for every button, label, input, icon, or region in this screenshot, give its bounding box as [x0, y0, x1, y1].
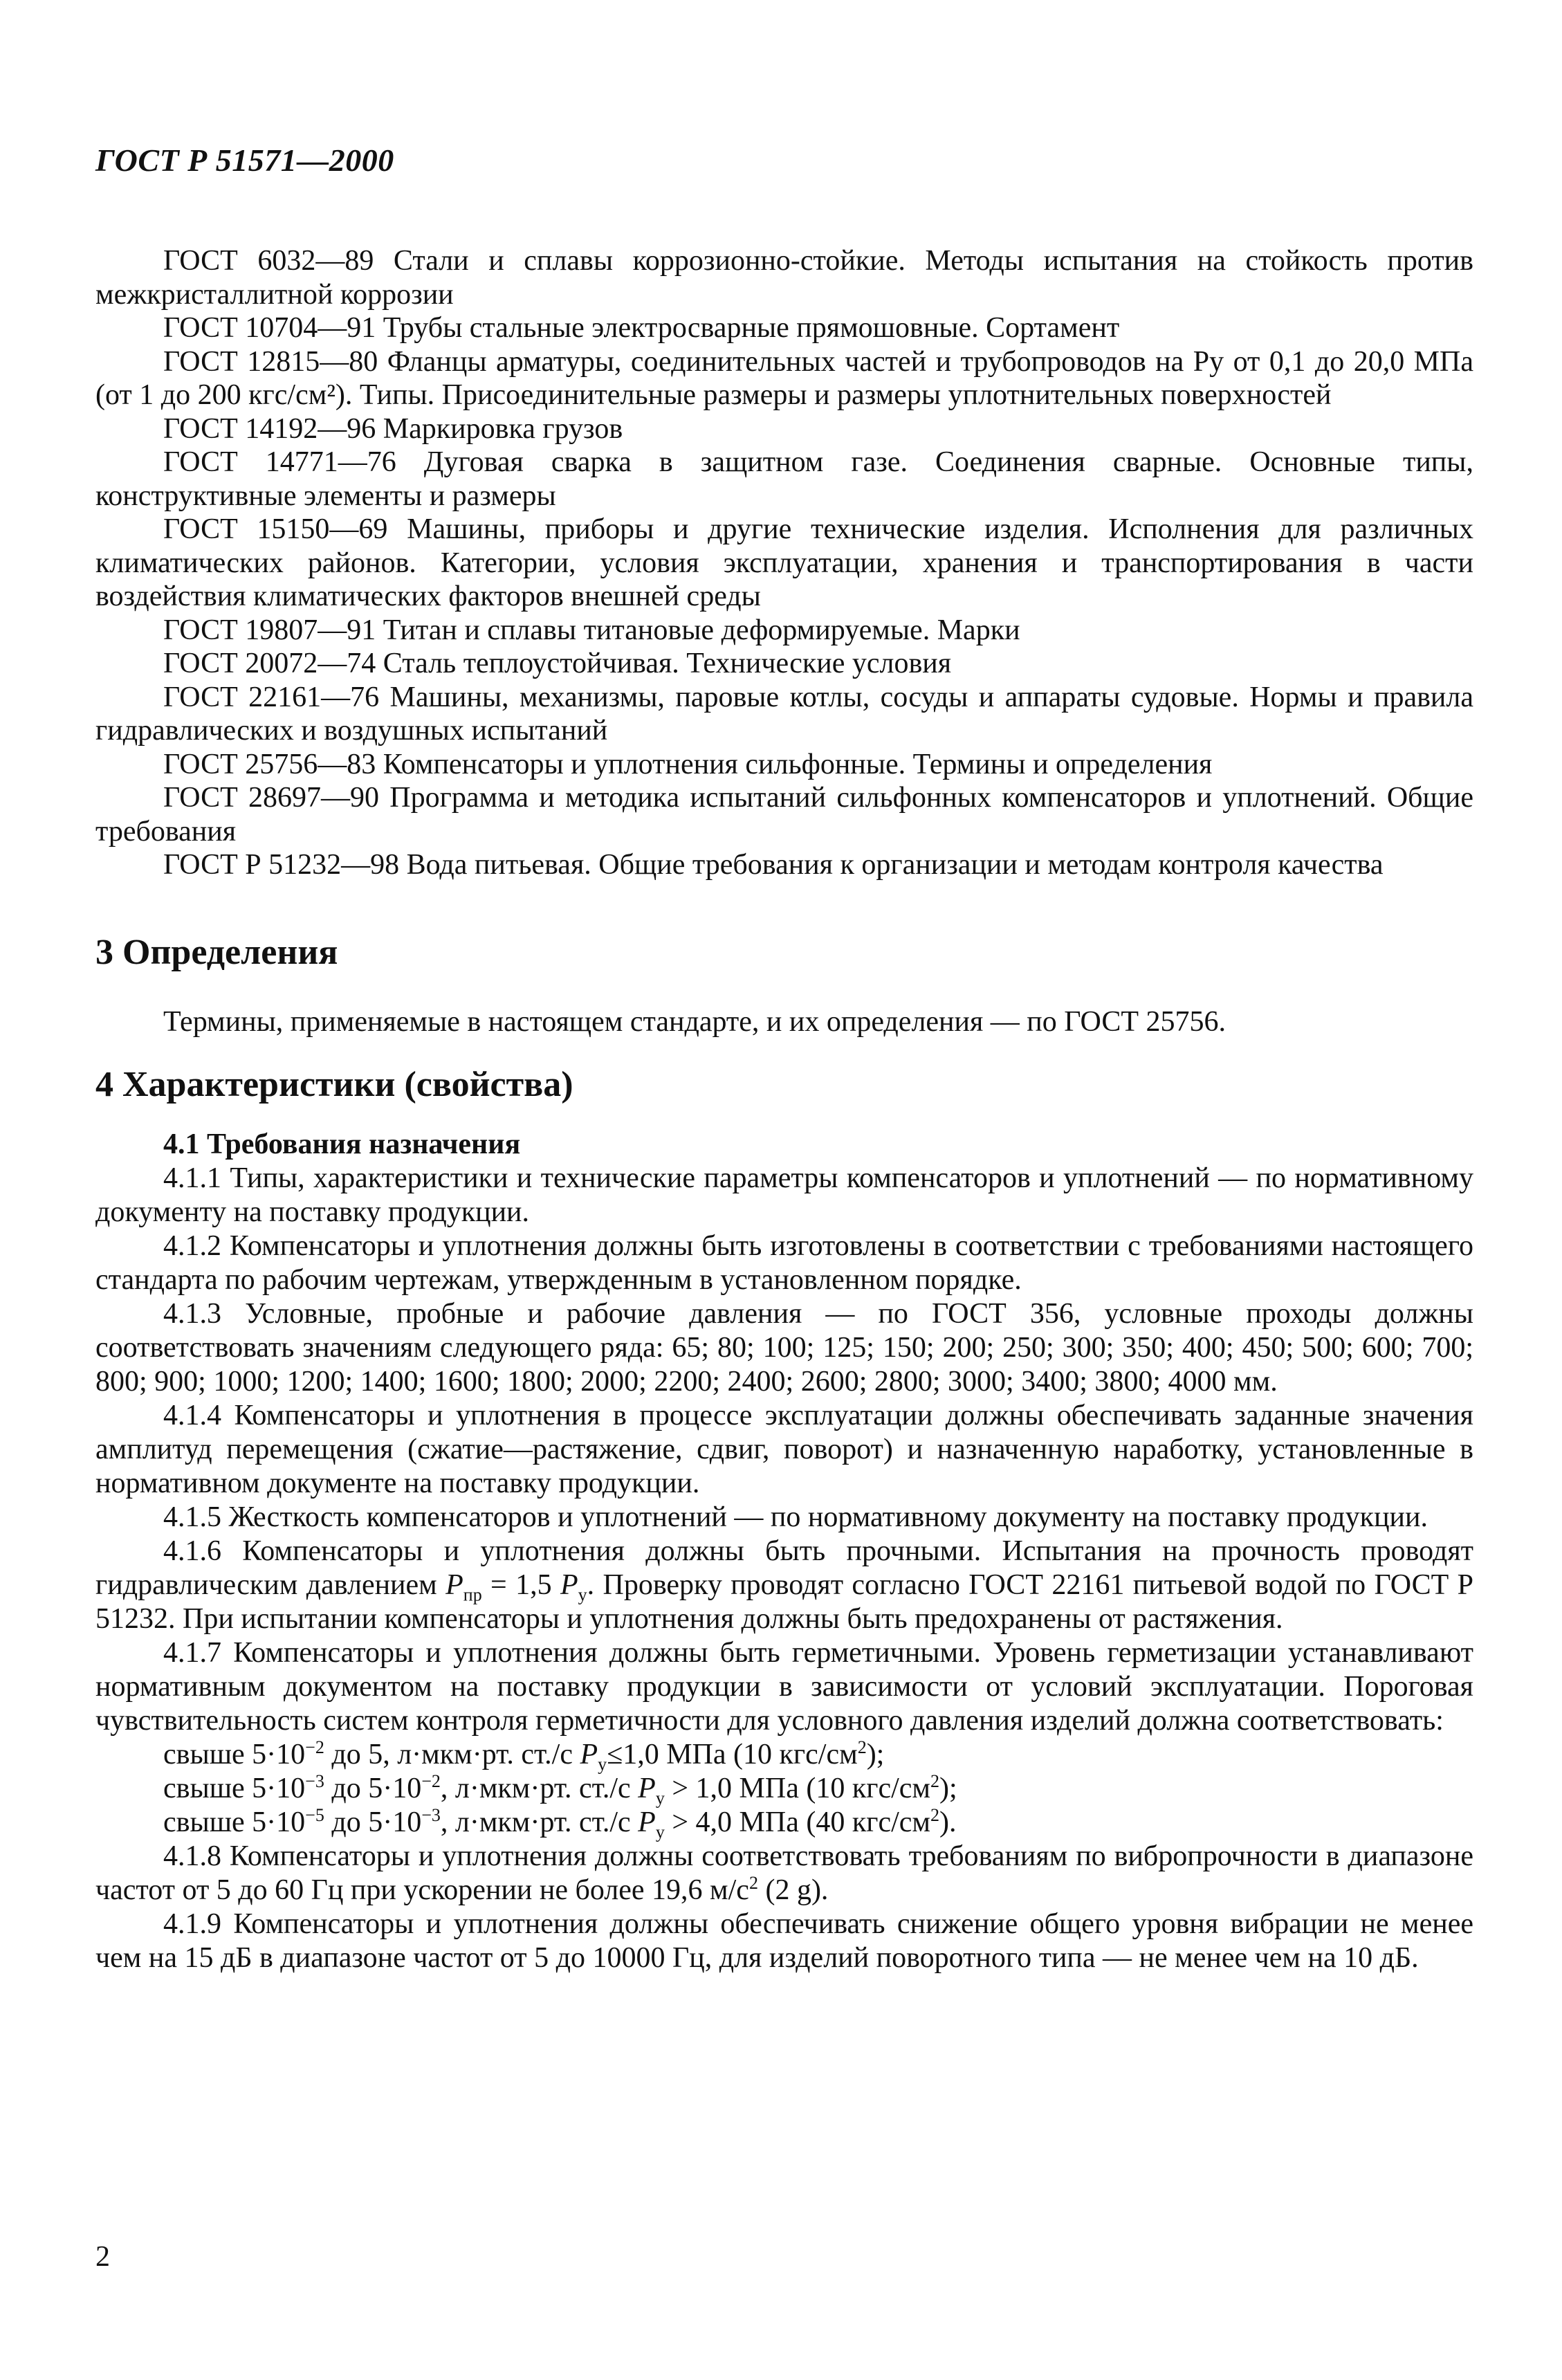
- reference-item: ГОСТ 14771—76 Дуговая сварка в защитном газе. Соединения сварные. Основные типы, конструктивные элементы и размеры: [95, 446, 1473, 512]
- page-number: 2: [95, 2241, 110, 2273]
- clause-4-1-7: 4.1.7 Компенсаторы и уплотнения должны быть герметичными. Уровень герметизации устанавливают нормативным документом на поставку продукции в зависимости от условий эксплуатации. Пороговая чувствительность систем контроля герметичности для условного давления изделий должна соответствовать:: [95, 1636, 1473, 1737]
- clause-4-1-1: 4.1.1 Типы, характеристики и технические параметры компенсаторов и уплотнений — по нормативному документу на поставку продукции.: [95, 1162, 1473, 1228]
- leak-limit-3: свыше $5\cdot 10^{-5}$ до $5\cdot 10^{-3}$, л·мкм·рт. ст./с $P_у > 4,0$ МПа (40 кгс/$см^2$).: [163, 1804, 957, 1842]
- section-3-heading: 3 Определения: [95, 932, 338, 972]
- reference-item: ГОСТ 28697—90 Программа и методика испытаний сильфонных компенсаторов и уплотнений. Общие требования: [95, 782, 1473, 848]
- reference-item: ГОСТ 6032—89 Стали и сплавы коррозионно-стойкие. Методы испытания на стойкость против межкристаллитной коррозии: [95, 245, 1473, 311]
- reference-item: ГОСТ 14192—96 Маркировка грузов: [163, 412, 623, 445]
- clause-4-1-2: 4.1.2 Компенсаторы и уплотнения должны быть изготовлены в соответствии с требованиями настоящего стандарта по рабочим чертежам, утвержденным в установленном порядке.: [95, 1229, 1473, 1296]
- section-4-heading: 4 Характеристики (свойства): [95, 1064, 573, 1104]
- reference-item: ГОСТ Р 51232—98 Вода питьевая. Общие требования к организации и методам контроля качества: [163, 849, 1384, 881]
- subsection-4-1-heading: 4.1 Требования назначения: [163, 1128, 521, 1160]
- clause-4-1-4: 4.1.4 Компенсаторы и уплотнения в процессе эксплуатации должны обеспечивать заданные значения амплитуд перемещения (сжатие—растяжение, сдвиг, поворот) и назначенную наработку, установленные в нормативном документе на поставку продукции.: [95, 1399, 1473, 1499]
- clause-4-1-5: 4.1.5 Жесткость компенсаторов и уплотнений — по нормативному документу на поставку продукции.: [163, 1501, 1428, 1533]
- page-header: ГОСТ Р 51571—2000: [95, 143, 394, 178]
- section-3-text: Термины, применяемые в настоящем стандарте, и их определения — по ГОСТ 25756.: [163, 1005, 1226, 1038]
- reference-item: ГОСТ 22161—76 Машины, механизмы, паровые котлы, сосуды и аппараты судовые. Нормы и правила гидравлических и воздушных испытаний: [95, 681, 1473, 747]
- clause-4-1-8: 4.1.8 Компенсаторы и уплотнения должны соответствовать требованиям по вибропрочности в диапазоне частот от 5 до 60 Гц при ускорении не более 19,6 $м/с^2$ (2 g).: [95, 1840, 1473, 1906]
- normative-references: [95, 244, 1473, 882]
- reference-item: ГОСТ 19807—91 Титан и сплавы титановые деформируемые. Марки: [163, 614, 1020, 646]
- reference-item: ГОСТ 20072—74 Сталь теплоустойчивая. Технические условия: [163, 648, 952, 679]
- clause-4-1-3: 4.1.3 Условные, пробные и рабочие давления — по ГОСТ 356, условные проходы должны соответствовать значениям следующего ряда: 65; 80; 100; 125; 150; 200; 250; 300; 350; 400; 450; 500; 600; 700; 800; 900; 1000; 1200; 1400; 1600; 1800; 2000; 2200; 2400; 2600; 2800; 3000; 3400; 3800; 4000 мм.: [95, 1297, 1473, 1398]
- reference-item: ГОСТ 15150—69 Машины, приборы и другие технические изделия. Исполнения для различных климатических районов. Категории, условия эксплуатации, хранения и транспортирования в части воздействия климатических факторов внешней среды: [95, 513, 1473, 612]
- reference-item: ГОСТ 10704—91 Трубы стальные электросварные прямошовные. Сортамент: [163, 312, 1120, 344]
- leak-limit-1: свыше $5\cdot 10^{-2}$ до 5, л·мкм·рт. ст./с $P_у\le 1,0$ МПа (10 кгс/$см^2$);: [163, 1737, 885, 1774]
- reference-item: ГОСТ 12815—80 Фланцы арматуры, соединительных частей и трубопроводов на Pу от 0,1 до 20,0 МПа (от 1 до 200 кгс/см²). Типы. Присоединительные размеры и размеры уплотнительных поверхностей: [95, 345, 1473, 411]
- leak-limit-2: свыше $5\cdot 10^{-3}$ до $5\cdot 10^{-2}$, л·мкм·рт. ст./с $P_у > 1,0$ МПа (10 кгс/$см^2$);: [163, 1770, 957, 1808]
- clause-4-1-6: 4.1.6 Компенсаторы и уплотнения должны быть прочными. Испытания на прочность проводят гидравлическим давлением $P_{пр} = 1,5$ $P_у$. Проверку проводят согласно ГОСТ 22161 питьевой водой по ГОСТ Р 51232. При испытании компенсаторы и уплотнения должны быть предохранены от растяжения.: [95, 1535, 1474, 1635]
- reference-item: ГОСТ 25756—83 Компенсаторы и уплотнения сильфонные. Термины и определения: [163, 748, 1213, 780]
- clause-4-1-9: 4.1.9 Компенсаторы и уплотнения должны обеспечивать снижение общего уровня вибрации не менее чем на 15 дБ в диапазоне частот от 5 до 10000 Гц, для изделий поворотного типа — не менее чем на 10 дБ.: [95, 1907, 1473, 1974]
